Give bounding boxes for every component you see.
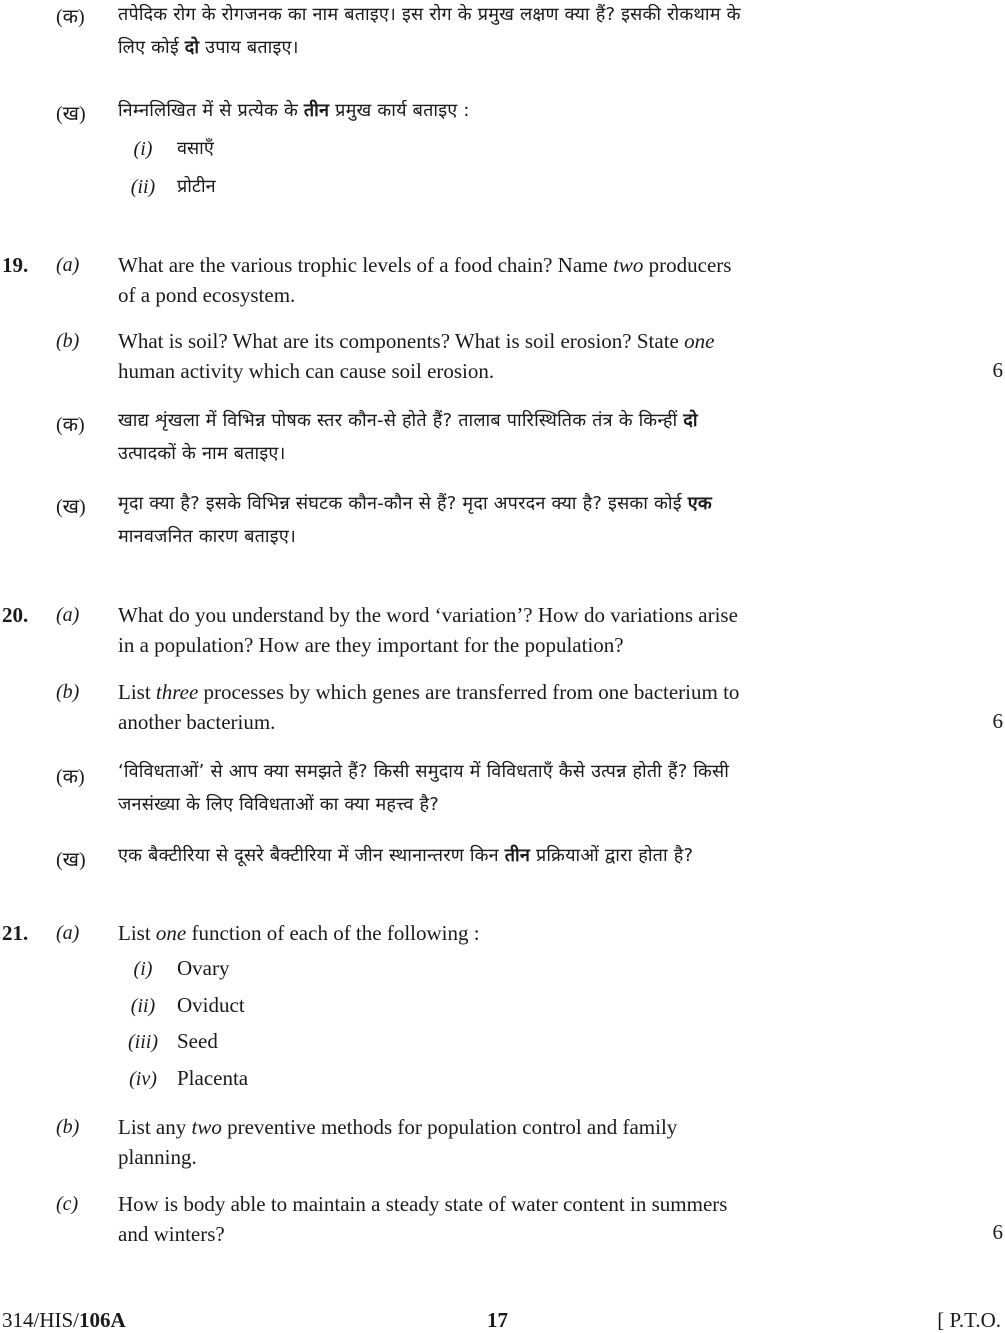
q20-a-text: What do you understand by the word ‘variation’? How do variations arise in a population? How are they important for the population? (118, 603, 738, 657)
q21-c-label: (c) (56, 1193, 79, 1215)
q21-b-text: List any two preventive methods for population control and family planning. (118, 1115, 678, 1169)
q18-kha-text: निम्नलिखित में से प्रत्येक के तीन प्रमुख कार्य बताइए : (118, 100, 470, 121)
q18-kha-item-num: (ii) (130, 176, 156, 198)
q20-a-label: (a) (56, 604, 80, 626)
q20-b-label: (b) (56, 681, 80, 703)
q21-a-item-num: (ii) (130, 995, 156, 1017)
q19-marks: 6 (992, 358, 1003, 382)
q21-marks: 6 (992, 1220, 1003, 1244)
q19-a-label: (a) (56, 254, 80, 276)
q20-ka-label: (क) (56, 766, 85, 788)
q18-ka-text: तपेदिक रोग के रोगजनक का नाम बताइए। इस रोग के प्रमुख लक्षण क्या हैं? इसकी रोकथाम के लिए कोई दो उपाय बताइए। (118, 4, 741, 58)
q19-b-label: (b) (56, 330, 80, 352)
q19-number: 19. (2, 253, 29, 277)
q19-kha-label: (ख) (56, 496, 86, 518)
q21-a-item: Placenta (177, 1066, 249, 1090)
q18-kha-item: प्रोटीन (177, 176, 216, 197)
q19-ka-label: (क) (56, 414, 85, 436)
q20-b-text: List three processes by which genes are transferred from one bacterium to another bacterium. (118, 680, 740, 734)
q19-ka-text: खाद्य शृंखला में विभिन्न पोषक स्तर कौन-से होते हैं? तालाब पारिस्थितिक तंत्र के किन्हीं दो उत्पादकों के नाम बताइए। (118, 410, 698, 464)
q21-b-label: (b) (56, 1116, 80, 1138)
q20-kha-label: (ख) (56, 849, 86, 871)
q21-a-text: List one function of each of the following : (118, 921, 480, 945)
q21-c-text: How is body able to maintain a steady state of water content in summers and winters? (118, 1192, 728, 1246)
q21-a-item: Seed (177, 1029, 218, 1053)
q21-a-item-num: (iii) (128, 1031, 158, 1053)
q21-a-item-num: (iv) (129, 1068, 157, 1090)
q19-kha-text: मृदा क्या है? इसके विभिन्न संघटक कौन-कौन से हैं? मृदा अपरदन क्या है? इसका कोई एक मानवजनित कारण बताइए। (118, 493, 712, 547)
paper-code: 314/HIS/106A (2, 1308, 126, 1332)
q18-kha-label: (ख) (56, 103, 86, 125)
q20-ka-text: ‘विविधताओं’ से आप क्या समझते हैं? किसी समुदाय में विविधताएँ कैसे उत्पन्न होती हैं? किसी जनसंख्या के लिए विविधताओं का क्या महत्त्व है? (118, 761, 730, 815)
q20-kha-text: एक बैक्टीरिया से दूसरे बैक्टीरिया में जीन स्थानान्तरण किन तीन प्रक्रियाओं द्वारा होता है? (118, 845, 694, 866)
q21-a-item: Oviduct (177, 993, 245, 1017)
q19-a-text: What are the various trophic levels of a food chain? Name two producers of a pond ecosystem. (118, 253, 732, 307)
q21-a-item: Ovary (177, 956, 230, 980)
q20-number: 20. (2, 603, 29, 627)
pto-label: [ P.T.O. (937, 1308, 1001, 1332)
q21-a-item-num: (i) (133, 958, 153, 980)
q18-ka-label: (क) (56, 6, 85, 28)
q18-kha-item-num: (i) (133, 138, 153, 160)
page-number: 17 (487, 1308, 508, 1332)
q21-number: 21. (2, 921, 29, 945)
q18-kha-item: वसाएँ (177, 138, 214, 159)
q21-a-label: (a) (56, 922, 80, 944)
q19-b-text: What is soil? What are its components? What is soil erosion? State one human activity which can cause soil erosion. (118, 329, 715, 383)
q20-marks: 6 (992, 709, 1003, 733)
